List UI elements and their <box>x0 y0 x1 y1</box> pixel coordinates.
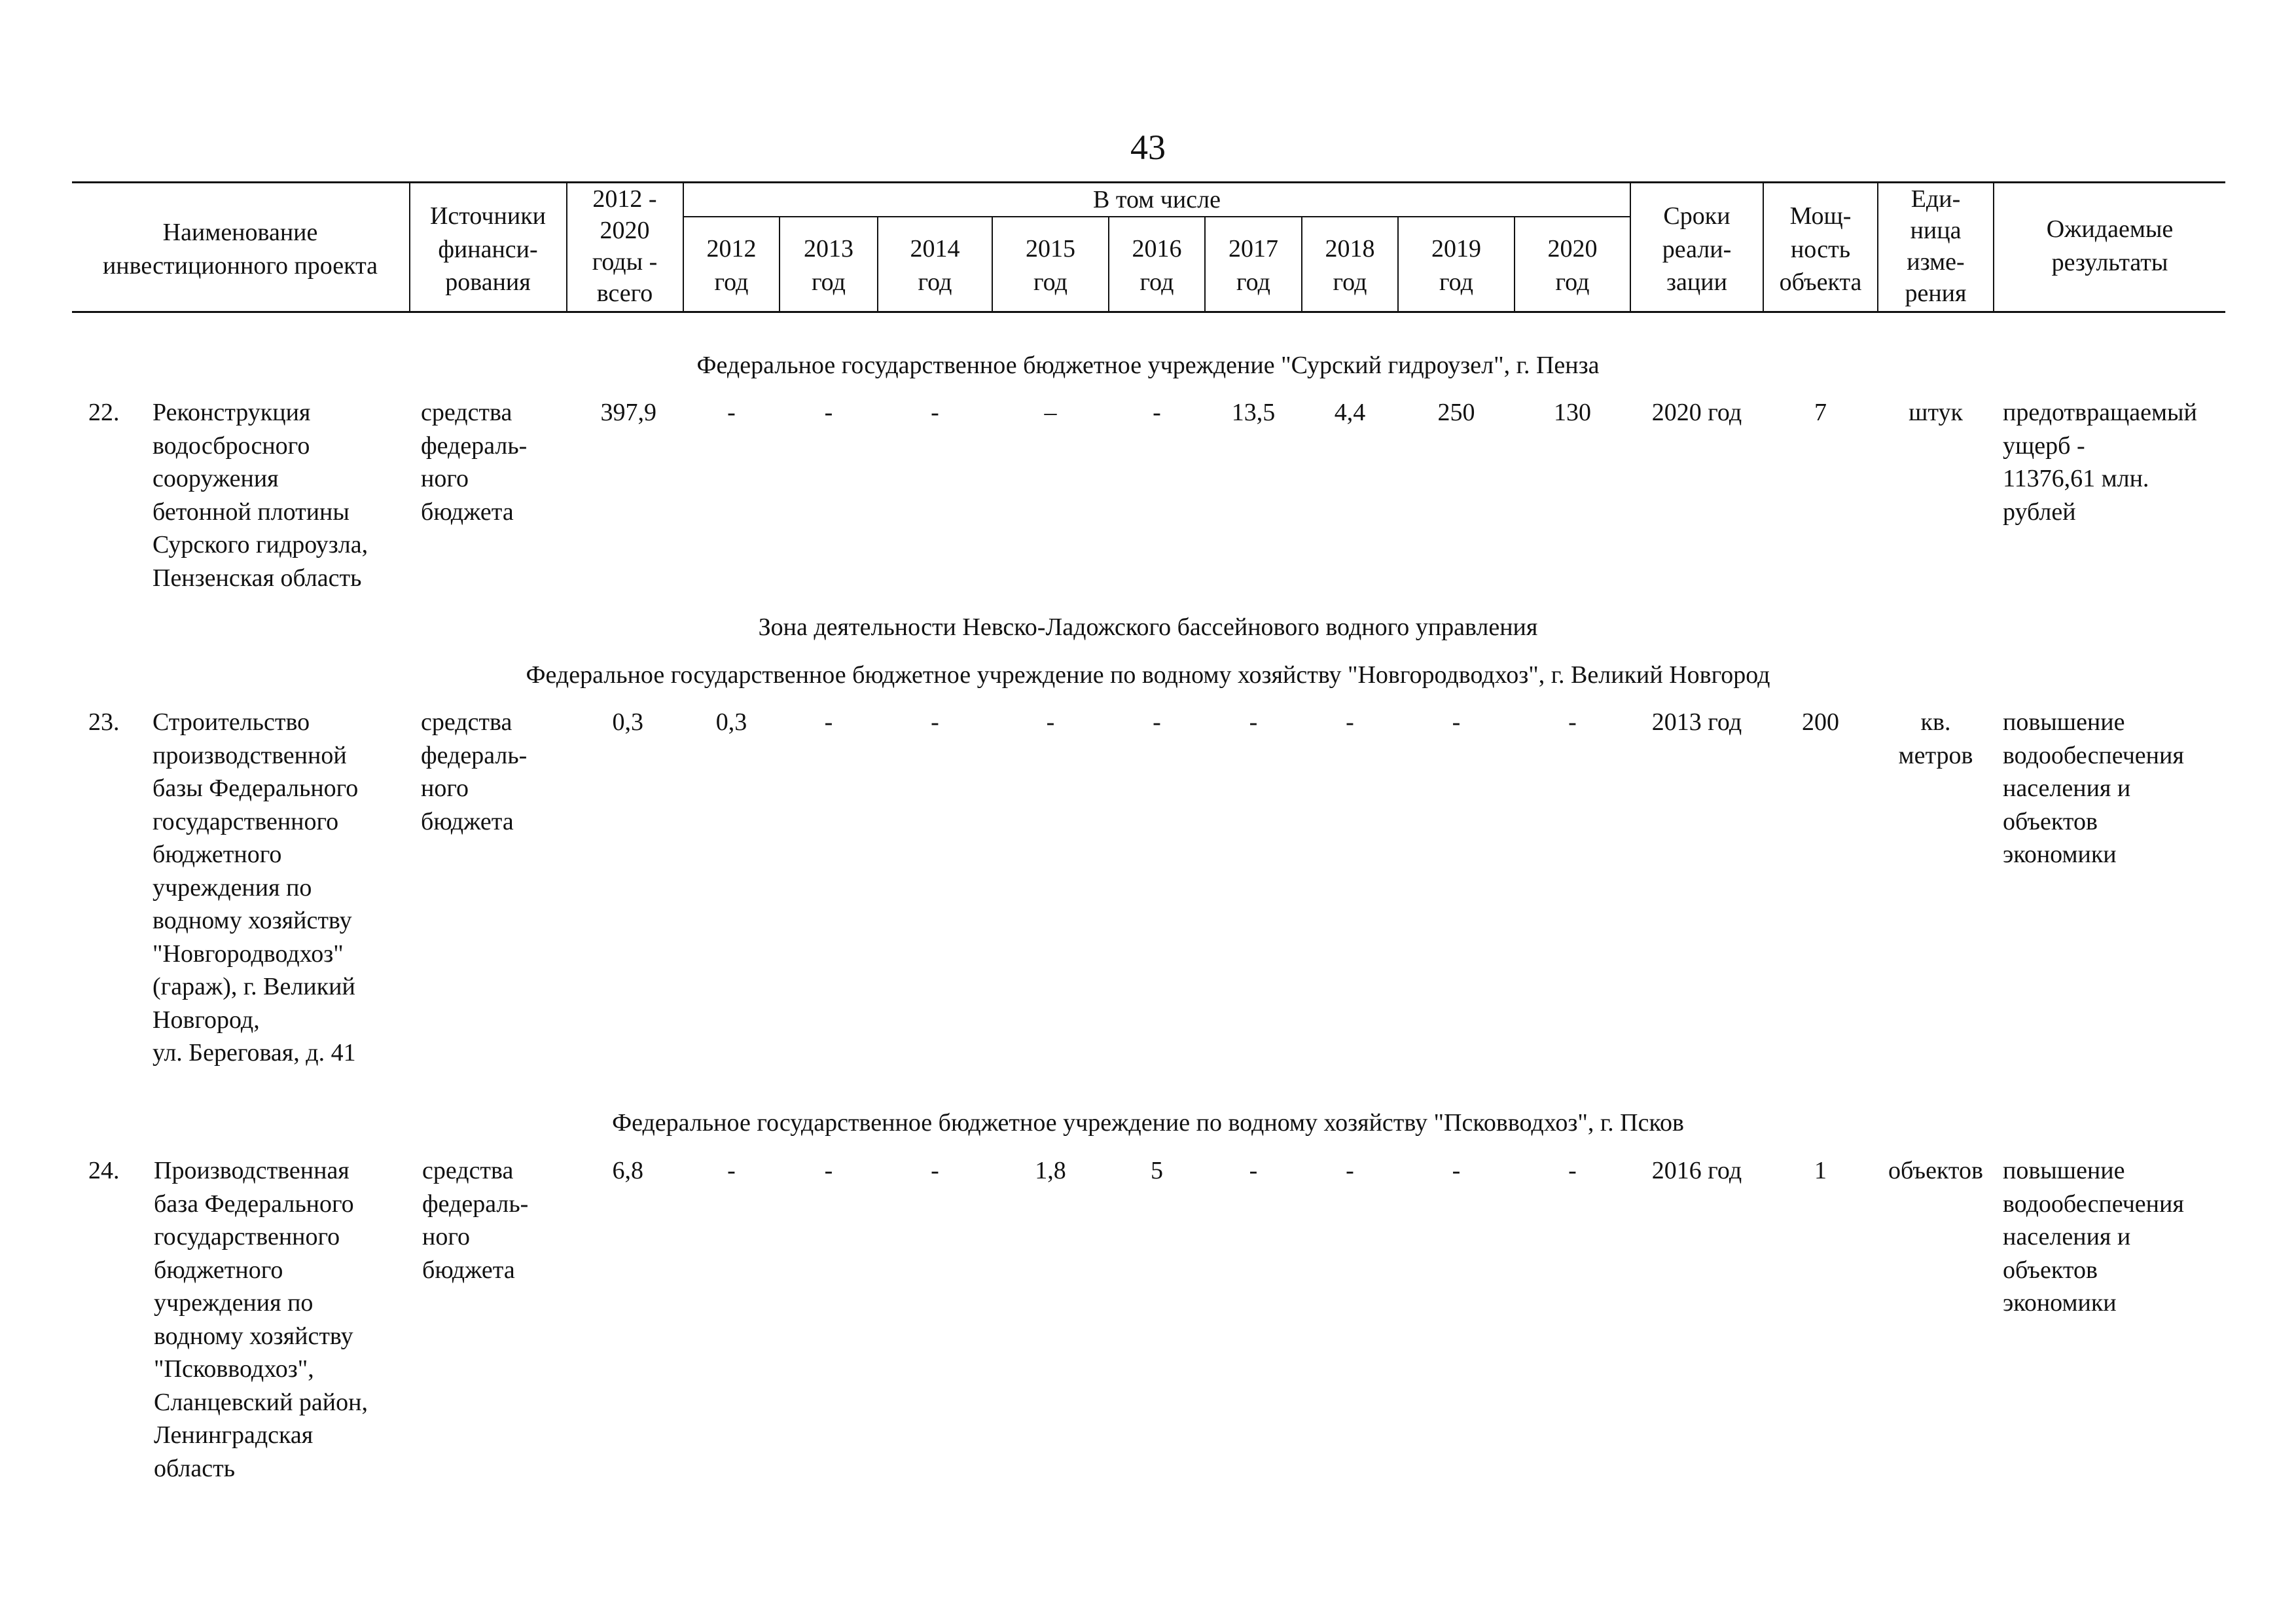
header-year-2018: 2018 год <box>1325 235 1375 296</box>
expected-result: предотвращаемый ущерб - 11376,61 млн. рублей <box>2003 399 2197 526</box>
year-value-2014: - <box>931 399 939 426</box>
total-value: 6,8 <box>612 1157 643 1184</box>
realization-term: 2020 год <box>1651 399 1742 426</box>
header-year-2013: 2013 год <box>804 235 853 296</box>
year-value-2019: 250 <box>1437 399 1475 426</box>
object-capacity: 200 <box>1802 708 1839 736</box>
total-value: 0,3 <box>612 708 643 736</box>
row-number: 23. <box>88 708 120 736</box>
year-value-2014: - <box>931 708 939 736</box>
year-value-2018: - <box>1346 1157 1354 1184</box>
expected-result: повышение водообеспечения населения и объектов экономики <box>2003 708 2184 868</box>
year-value-2013: - <box>824 1157 833 1184</box>
header-name: Наименование инвестиционного проекта <box>102 219 378 280</box>
year-value-2017: 13,5 <box>1231 399 1276 426</box>
year-group-rule <box>684 216 1630 217</box>
year-value-2012: - <box>727 1157 736 1184</box>
page-number: 43 <box>1130 128 1166 167</box>
expected-result: повышение водообеспечения населения и объектов экономики <box>2003 1157 2184 1317</box>
header-year-2020: 2020 год <box>1547 235 1598 296</box>
funding-source: средства федераль- ного бюджета <box>421 708 528 835</box>
header-year-2016: 2016 год <box>1132 235 1182 296</box>
measure-unit: объектов <box>1888 1157 1983 1184</box>
year-value-2013: - <box>824 399 833 426</box>
total-value: 397,9 <box>600 399 656 426</box>
year-value-2019: - <box>1452 1157 1461 1184</box>
header-terms: Сроки реали- зации <box>1662 202 1732 296</box>
year-value-2012: 0,3 <box>715 708 747 736</box>
year-value-2013: - <box>824 708 833 736</box>
realization-term: 2016 год <box>1651 1157 1742 1184</box>
project-name: Производственная база Федерального государственного бюджетного учреждения по водному хозяйству "Псковводхоз", Сланцевский район, Ленинградская область <box>154 1157 368 1482</box>
section-title-pskov: Федеральное государственное бюджетное учреждение по водному хозяйству "Псковводхоз", г. Псков <box>612 1109 1684 1137</box>
year-value-2020: - <box>1568 708 1577 736</box>
header-year-2017: 2017 год <box>1229 235 1278 296</box>
header-year-2015: 2015 год <box>1026 235 1075 296</box>
header-total: 2012 - 2020 годы - всего <box>592 185 658 307</box>
year-value-2016: - <box>1153 708 1161 736</box>
year-value-2019: - <box>1452 708 1461 736</box>
year-value-2014: - <box>931 1157 939 1184</box>
header-including: В том числе <box>1093 186 1221 213</box>
section-title-nevsko-zone: Зона деятельности Невско-Ладожского бассейнового водного управления <box>758 613 1538 641</box>
funding-source: средства федераль- ного бюджета <box>422 1157 529 1284</box>
header-sources: Источники финанси- рования <box>429 202 546 296</box>
year-value-2020: - <box>1568 1157 1577 1184</box>
project-name: Реконструкция водосбросного сооружения бетонной плотины Сурского гидроузла, Пензенская область <box>152 399 368 592</box>
project-name: Строительство производственной базы Федерального государственного бюджетного учреждения по водному хозяйству "Новгородводхоз" (гараж), г. Великий Новгород, ул. Береговая, д. 41 <box>152 708 359 1067</box>
year-value-2017: - <box>1249 1157 1258 1184</box>
measure-unit: штук <box>1909 399 1963 426</box>
year-value-2012: - <box>727 399 736 426</box>
header-year-2012: 2012 год <box>706 235 757 296</box>
header-results: Ожидаемые результаты <box>2046 215 2174 276</box>
header-capacity: Мощ- ность объекта <box>1779 202 1862 296</box>
realization-term: 2013 год <box>1651 708 1742 736</box>
header-year-2014: 2014 год <box>910 235 960 296</box>
measure-unit: кв. метров <box>1898 708 1973 769</box>
section-title-novgorod: Федеральное государственное бюджетное учреждение по водному хозяйству "Новгородводхоз", г. Великий Новгород <box>526 661 1770 689</box>
year-value-2018: - <box>1346 708 1354 736</box>
object-capacity: 1 <box>1814 1157 1827 1184</box>
row-number: 22. <box>88 399 120 426</box>
year-value-2017: - <box>1249 708 1258 736</box>
row-number: 24. <box>88 1157 120 1184</box>
year-value-2016: - <box>1153 399 1161 426</box>
header-divider <box>409 181 410 311</box>
header-bottom-rule <box>72 311 2225 313</box>
year-value-2015: 1,8 <box>1035 1157 1066 1184</box>
header-unit: Еди- ница изме- рения <box>1905 185 1967 307</box>
year-value-2015: – <box>1044 399 1057 426</box>
year-value-2016: 5 <box>1151 1157 1163 1184</box>
header-divider <box>566 181 567 311</box>
year-value-2015: - <box>1046 708 1055 736</box>
funding-source: средства федераль- ного бюджета <box>421 399 528 526</box>
header-year-2019: 2019 год <box>1431 235 1481 296</box>
year-value-2020: 130 <box>1554 399 1591 426</box>
section-title-surskiy: Федеральное государственное бюджетное учреждение "Сурский гидроузел", г. Пенза <box>696 352 1600 379</box>
year-value-2018: 4,4 <box>1334 399 1366 426</box>
object-capacity: 7 <box>1814 399 1827 426</box>
